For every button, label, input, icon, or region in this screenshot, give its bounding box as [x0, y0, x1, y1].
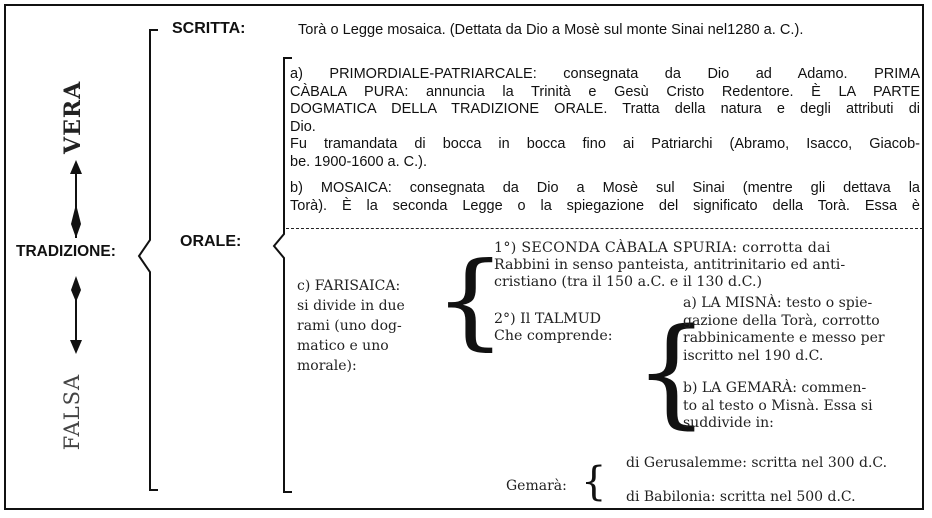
- dashed-divider: [286, 228, 923, 229]
- section-c-text: c) FARISAICA: si divide in due rami (uno dog- matico e uno morale):: [297, 278, 405, 374]
- babilonia-text: di Babilonia: scritta nel 500 d.C.: [626, 489, 856, 505]
- arrow-down-icon: [66, 276, 86, 356]
- vera-label: VERA: [60, 80, 86, 154]
- arrow-up-icon: [66, 160, 86, 240]
- gemara-brace-icon: {: [581, 459, 607, 505]
- section-c1-text: 1°) SECONDA CÀBALA SPURIA: corrotta dai Rabbini in senso panteista, antitrinitario ed anti- cristiano (tra il 150 a.C. e il 130 d.C.): [494, 240, 846, 290]
- main-bracket: [134, 28, 170, 494]
- orale-label: ORALE:: [180, 233, 242, 250]
- scritta-text: Torà o Legge mosaica. (Dettata da Dio a Mosè sul monte Sinai nel1280 a. C.).: [298, 22, 804, 38]
- section-a-text: a) PRIMORDIALE-PATRIARCALE: consegnata da Dio ad Adamo. PRIMA CÀBALA PURA: annuncia la Trinità e Gesù Cristo Redentore. È LA PARTE DOGMATICA DELLA TRADIZIONE ORALE. Tratta della natura e degli attributi di Dio. Fu tramandata di bocca in bocca fino ai Patriarchi (Abramo, Isacco, Giacob- be. 1900-1600 a. C.).: [290, 66, 920, 170]
- tradizione-label: TRADIZIONE:: [16, 243, 116, 260]
- gemara-label: Gemarà:: [506, 478, 567, 494]
- gerusalemme-text: di Gerusalemme: scritta nel 300 d.C.: [626, 455, 888, 471]
- section-c2-text: 2°) Il TALMUD Che comprende:: [494, 311, 613, 344]
- section-b-text: b) MOSAICA: consegnata da Dio a Mosè sul Sinai (mentre gli dettava la Torà). È la seconda Legge o la spiegazione del significato della Torà. Essa è: [290, 180, 920, 214]
- misna-text: a) LA MISNÀ: testo o spie- gazione della Torà, corrotto rabbinicamente e messo per iscritto nel 190 d.C.: [683, 295, 885, 364]
- falsa-label: FALSA: [60, 373, 84, 451]
- scritta-label: SCRITTA:: [172, 20, 246, 37]
- talmud-brace-icon: {: [634, 302, 710, 440]
- farisaica-brace-icon: {: [433, 239, 507, 361]
- gemara-text: b) LA GEMARÀ: commen- to al testo o Misnà. Essa si suddivide in:: [683, 380, 873, 431]
